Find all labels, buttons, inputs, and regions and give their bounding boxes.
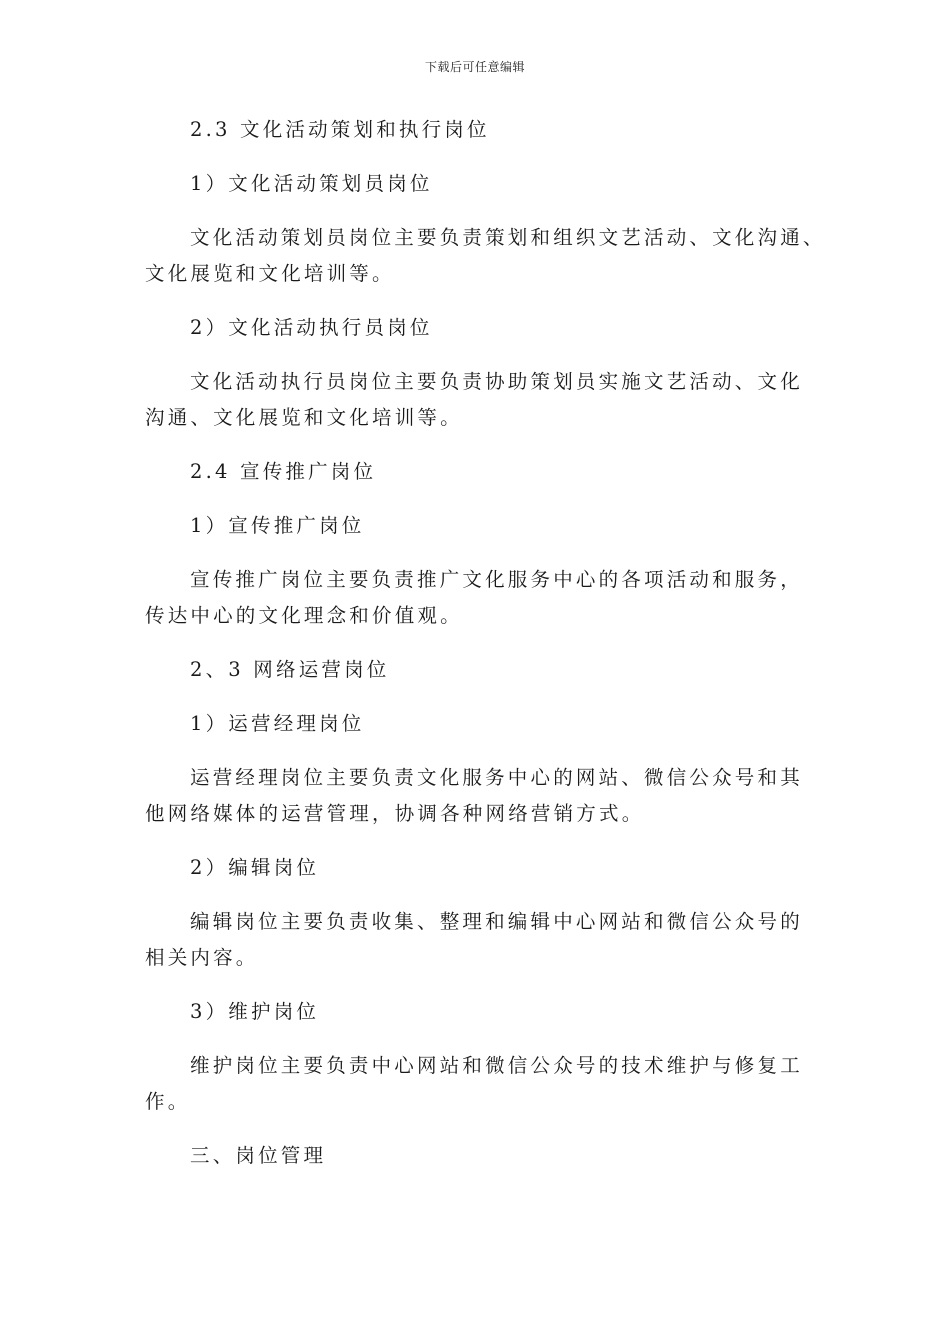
- subheading-executor: 2）文化活动执行员岗位: [190, 316, 433, 339]
- section-heading-2-3: 2.3 文化活动策划和执行岗位: [190, 118, 490, 141]
- paragraph-line: 沟通、文化展览和文化培训等。: [145, 406, 463, 429]
- subheading-editor: 2）编辑岗位: [190, 856, 320, 879]
- paragraph-line: 传达中心的文化理念和价值观。: [145, 604, 463, 627]
- subheading-ops-manager: 1）运营经理岗位: [190, 712, 365, 735]
- paragraph-executor: [145, 364, 805, 436]
- section-heading-2-4: 2.4 宣传推广岗位: [190, 460, 377, 483]
- document-body: [145, 112, 826, 1192]
- paragraph-line: 编辑岗位主要负责收集、整理和编辑中心网站和微信公众号的: [190, 910, 803, 933]
- section-heading-management: 三、岗位管理: [190, 1144, 327, 1167]
- paragraph-planner: [145, 220, 826, 292]
- subheading-maintenance: 3）维护岗位: [190, 1000, 320, 1023]
- paragraph-line: 文化活动策划员岗位主要负责策划和组织文艺活动、文化沟通、: [190, 226, 826, 249]
- paragraph-maintenance: [145, 1048, 805, 1120]
- paragraph-line: 相关内容。: [145, 946, 259, 969]
- paragraph-line: 文化活动执行员岗位主要负责协助策划员实施文艺活动、文化: [190, 370, 803, 393]
- subheading-promotion: 1）宣传推广岗位: [190, 514, 365, 537]
- paragraph-line: 作。: [145, 1090, 191, 1113]
- paragraph-line: 文化展览和文化培训等。: [145, 262, 395, 285]
- paragraph-line: 他网络媒体的运营管理，协调各种网络营销方式。: [145, 802, 645, 825]
- section-heading-network: 2、3 网络运营岗位: [190, 658, 390, 681]
- subheading-planner: 1）文化活动策划员岗位: [190, 172, 433, 195]
- paragraph-ops-manager: [145, 760, 805, 832]
- page-header: 下载后可任意编辑: [424, 60, 525, 74]
- paragraph-editor: [145, 904, 805, 976]
- paragraph-line: 运营经理岗位主要负责文化服务中心的网站、微信公众号和其: [190, 766, 803, 789]
- paragraph-line: 维护岗位主要负责中心网站和微信公众号的技术维护与修复工: [190, 1054, 803, 1077]
- paragraph-promotion: [145, 562, 805, 634]
- paragraph-line: 宣传推广岗位主要负责推广文化服务中心的各项活动和服务，: [190, 568, 803, 591]
